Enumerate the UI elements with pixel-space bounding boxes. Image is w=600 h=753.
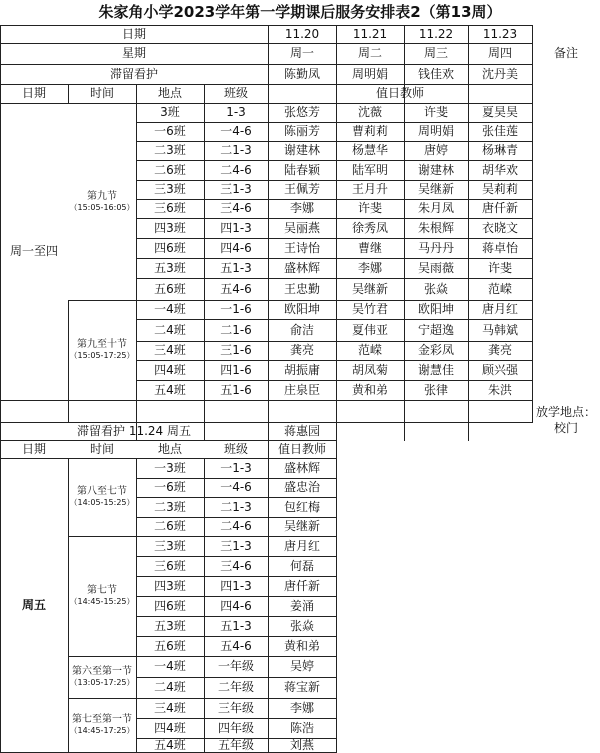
- place-cell: 一6班: [154, 124, 186, 138]
- teacher-cell: 张律: [423, 382, 448, 397]
- teacher-cell: 金彩凤: [417, 343, 454, 357]
- teacher-cell: 张焱: [423, 281, 448, 296]
- place-cell: 3班: [160, 105, 180, 119]
- teacher-cell: 唐婷: [423, 143, 448, 157]
- teacher-cell: 龚亮: [289, 343, 314, 357]
- class-cell: 一1-3: [220, 460, 252, 475]
- teacher-cell: 朱洪: [487, 382, 512, 397]
- teacher-cell: 李娜: [289, 700, 314, 715]
- teacher-cell: 盛林辉: [283, 260, 320, 275]
- period-time: （14:45-15:25）: [69, 597, 135, 606]
- period-label: [68, 698, 136, 752]
- teacher-cell: 龚亮: [487, 343, 512, 357]
- teacher-cell: 谢建林: [283, 143, 320, 157]
- weekday-cell: 周三: [423, 46, 448, 60]
- place-cell: 四3班: [154, 578, 186, 593]
- teacher-cell: 盛林辉: [283, 460, 320, 475]
- header-time: 时间: [89, 441, 114, 456]
- teacher-cell: 刘燕: [289, 737, 314, 752]
- class-cell: 三4-6: [220, 558, 252, 573]
- period-name: 第九节: [87, 190, 117, 202]
- teacher-cell: 吴继新: [417, 182, 454, 196]
- class-cell: 二1-3: [220, 143, 252, 157]
- teacher-cell: 马丹丹: [417, 240, 454, 255]
- teacher-cell: 唐仟新: [283, 578, 320, 593]
- place-cell: 三6班: [154, 201, 186, 215]
- grid-line: [0, 400, 533, 401]
- day-label: 周一至四: [9, 244, 58, 258]
- teacher-cell: 张悠芳: [283, 105, 320, 119]
- class-cell: 二1-6: [220, 322, 252, 337]
- place-cell: 一4班: [154, 659, 186, 673]
- class-cell: 一1-6: [220, 302, 252, 316]
- period-name: 第九至十节: [77, 339, 127, 350]
- stay-teacher-cell: 陈勤凤: [283, 66, 320, 81]
- class-cell: 五1-6: [220, 382, 252, 397]
- teacher-cell: 李娜: [289, 201, 314, 215]
- teacher-cell: 李娜: [357, 260, 382, 275]
- remark-label: 备注: [553, 46, 578, 60]
- place-cell: 三4班: [154, 700, 186, 715]
- weekday-cell: 周二: [357, 46, 382, 60]
- class-cell: 五年级: [217, 737, 254, 752]
- teacher-cell: 唐仟新: [481, 201, 518, 215]
- teacher-cell: 谢慧佳: [417, 362, 454, 377]
- teacher-cell: 蒋宝新: [283, 680, 320, 694]
- header-class: 班级: [223, 86, 248, 100]
- place-cell: 一6班: [154, 480, 186, 494]
- period-name: 第七节: [87, 585, 117, 596]
- class-cell: 二4-6: [220, 519, 252, 533]
- teacher-cell: 杨琳青: [481, 143, 518, 157]
- class-cell: 1-3: [226, 105, 246, 119]
- period-label: [68, 103, 136, 300]
- date-cell: 11.21: [352, 26, 388, 41]
- place-cell: 一3班: [154, 460, 186, 475]
- teacher-cell: 范嵘: [487, 281, 512, 296]
- teacher-cell: 夏伟亚: [351, 322, 388, 337]
- place-cell: 二6班: [154, 519, 186, 533]
- teacher-cell: 朱月凤: [417, 201, 454, 215]
- teacher-cell: 包红梅: [283, 499, 320, 514]
- period-time: （13:05-17:25）: [69, 678, 135, 687]
- header-place: 地点: [157, 441, 182, 456]
- period-time: （14:05-15:25）: [69, 498, 135, 507]
- class-cell: 五1-3: [220, 618, 252, 633]
- teacher-cell: 曹莉莉: [351, 124, 388, 138]
- period-name: 第八至七节: [77, 486, 127, 497]
- teacher-cell: 朱根辉: [417, 220, 454, 235]
- period-name: 第七至第一节: [72, 714, 132, 725]
- place-cell: 二4班: [154, 322, 186, 337]
- teacher-cell: 吴婷: [289, 659, 314, 673]
- weekday-label: 星期: [121, 46, 146, 60]
- teacher-cell: 张焱: [289, 618, 314, 633]
- teacher-cell: 顾兴强: [481, 362, 518, 377]
- teacher-cell: 胡凤菊: [351, 362, 388, 377]
- teacher-cell: 宁超逸: [417, 322, 454, 337]
- teacher-cell: 黄和弟: [351, 382, 388, 397]
- grid-line: [532, 25, 533, 423]
- teacher-cell: 俞洁: [289, 322, 314, 337]
- class-cell: 四1-3: [220, 578, 252, 593]
- teacher-cell: 王佩芳: [283, 182, 320, 196]
- teacher-cell: 胡华欢: [481, 162, 518, 177]
- class-cell: 五4-6: [220, 281, 252, 296]
- period-label: [68, 458, 136, 536]
- period-label: [68, 656, 136, 698]
- class-cell: 三1-3: [220, 538, 252, 553]
- teacher-cell: 唐月红: [283, 538, 320, 553]
- header-duty: 值日教师: [375, 86, 424, 100]
- place-cell: 一4班: [154, 302, 186, 316]
- place-cell: 三4班: [154, 343, 186, 357]
- period-time: （14:45-17:25）: [69, 726, 135, 735]
- class-cell: 四年级: [217, 720, 254, 735]
- date-cell: 11.23: [482, 26, 518, 41]
- teacher-cell: 马韩斌: [481, 322, 518, 337]
- teacher-cell: 吴继新: [283, 519, 320, 533]
- teacher-cell: 庄泉臣: [283, 382, 320, 397]
- place-cell: 四6班: [154, 240, 186, 255]
- class-cell: 四4-6: [220, 598, 252, 613]
- class-cell: 一4-6: [220, 124, 252, 138]
- teacher-cell: 陈丽芳: [283, 124, 320, 138]
- class-cell: 四1-6: [220, 362, 252, 377]
- class-cell: 四4-6: [220, 240, 252, 255]
- class-cell: 三1-6: [220, 343, 252, 357]
- period-label: [68, 300, 136, 400]
- class-cell: 三年级: [217, 700, 254, 715]
- teacher-cell: 何磊: [289, 558, 314, 573]
- place-cell: 四4班: [154, 362, 186, 377]
- stay-teacher-cell: 周明娟: [351, 66, 388, 81]
- weekday-cell: 周四: [487, 46, 512, 60]
- teacher-cell: 吴雨薇: [417, 260, 454, 275]
- place-cell: 三6班: [154, 558, 186, 573]
- teacher-cell: 徐秀凤: [351, 220, 388, 235]
- header-duty: 值日教师: [277, 441, 326, 456]
- header-date: 日期: [21, 441, 46, 456]
- teacher-cell: 许斐: [423, 105, 448, 119]
- teacher-cell: 许斐: [487, 260, 512, 275]
- class-cell: 四1-3: [220, 220, 252, 235]
- place-cell: 五4班: [154, 382, 186, 397]
- class-cell: 五1-3: [220, 260, 252, 275]
- teacher-cell: 杨慧华: [351, 143, 388, 157]
- teacher-cell: 衣晓文: [481, 220, 518, 235]
- friday-stay-label: 滞留看护 11.24 周五: [77, 423, 191, 438]
- period-label: [68, 536, 136, 656]
- teacher-cell: 范嵘: [357, 343, 382, 357]
- class-cell: 一4-6: [220, 480, 252, 494]
- place-cell: 四3班: [154, 220, 186, 235]
- grid-line: [336, 422, 337, 753]
- period-time: （15:05-17:25）: [69, 351, 135, 360]
- place-cell: 三3班: [154, 182, 186, 196]
- teacher-cell: 张佳莲: [481, 124, 518, 138]
- place-cell: 五3班: [154, 618, 186, 633]
- place-cell: 二3班: [154, 499, 186, 514]
- stay-teacher-cell: 钱佳欢: [417, 66, 454, 81]
- place-cell: 五3班: [154, 260, 186, 275]
- teacher-cell: 吴莉莉: [481, 182, 518, 196]
- teacher-cell: 谢建林: [417, 162, 454, 177]
- teacher-cell: 陆春颖: [283, 162, 320, 177]
- place-cell: 五4班: [154, 737, 186, 752]
- teacher-cell: 唐月红: [481, 302, 518, 316]
- friday-stay-teacher: 蒋惠园: [283, 423, 320, 438]
- friday-day-label: 周五: [21, 597, 46, 612]
- stay-teacher-cell: 沈丹美: [481, 66, 518, 81]
- place-cell: 二6班: [154, 162, 186, 177]
- class-cell: 一年级: [217, 659, 254, 673]
- place-cell: 三3班: [154, 538, 186, 553]
- teacher-cell: 蒋卓怡: [481, 240, 518, 255]
- class-cell: 三1-3: [220, 182, 252, 196]
- dismissal-note: 放学地点：校门: [535, 405, 596, 435]
- teacher-cell: 王诗怡: [283, 240, 320, 255]
- teacher-cell: 曹继: [357, 240, 382, 255]
- teacher-cell: 黄和弟: [283, 638, 320, 653]
- class-cell: 五4-6: [220, 638, 252, 653]
- header-class: 班级: [223, 441, 248, 456]
- teacher-cell: 欧阳坤: [417, 302, 454, 316]
- date-label: 日期: [121, 26, 146, 41]
- teacher-cell: 吴继新: [351, 281, 388, 296]
- stay-label: 滞留看护: [109, 66, 158, 81]
- date-cell: 11.20: [284, 26, 320, 41]
- period-name: 第六至第一节: [72, 666, 132, 677]
- header-time: 时间: [89, 86, 114, 100]
- place-cell: 五6班: [154, 638, 186, 653]
- teacher-cell: 吴丽燕: [283, 220, 320, 235]
- period-time: （15:05-16:05）: [69, 202, 135, 212]
- class-cell: 二4-6: [220, 162, 252, 177]
- teacher-cell: 欧阳坤: [283, 302, 320, 316]
- teacher-cell: 王忠勤: [283, 281, 320, 296]
- class-cell: 二年级: [217, 680, 254, 694]
- teacher-cell: 沈薇: [357, 105, 382, 119]
- teacher-cell: 王月升: [351, 182, 388, 196]
- page-title: 朱家角小学2023学年第一学期课后服务安排表2（第13周）: [98, 3, 502, 21]
- weekday-cell: 周一: [289, 46, 314, 60]
- class-cell: 二1-3: [220, 499, 252, 514]
- header-place: 地点: [157, 86, 182, 100]
- place-cell: 二4班: [154, 680, 186, 694]
- place-cell: 四6班: [154, 598, 186, 613]
- place-cell: 二3班: [154, 143, 186, 157]
- class-cell: 三4-6: [220, 201, 252, 215]
- teacher-cell: 夏昊昊: [481, 105, 518, 119]
- teacher-cell: 许斐: [357, 201, 382, 215]
- teacher-cell: 陈浩: [289, 720, 314, 735]
- teacher-cell: 盛忠治: [283, 480, 320, 494]
- place-cell: 五6班: [154, 281, 186, 296]
- teacher-cell: 姜涌: [289, 598, 314, 613]
- header-date: 日期: [21, 86, 46, 100]
- teacher-cell: 吴竹君: [351, 302, 388, 316]
- date-cell: 11.22: [418, 26, 454, 41]
- teacher-cell: 胡振庸: [283, 362, 320, 377]
- place-cell: 四4班: [154, 720, 186, 735]
- teacher-cell: 陆军明: [351, 162, 388, 177]
- teacher-cell: 周明娟: [417, 124, 454, 138]
